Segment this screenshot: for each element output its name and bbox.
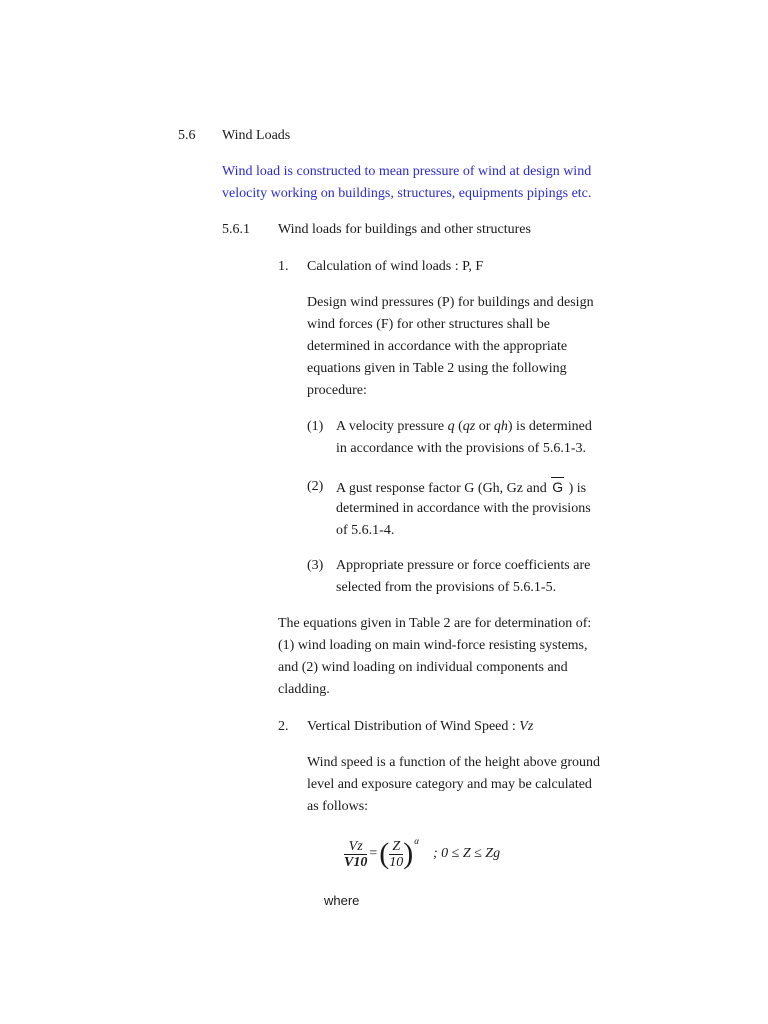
table-para-4: cladding. [278, 682, 330, 697]
step2-line-3: of 5.6.1-4. [336, 523, 395, 538]
intro-line-1: Wind load is constructed to mean pressure of wind at design wind [222, 164, 592, 179]
wind-speed-formula [344, 836, 500, 872]
formula-equals: = [369, 846, 378, 861]
step3-number: (3) [307, 558, 324, 573]
formula-rhs-numerator: Z [389, 839, 403, 855]
step3-line-2: selected from the provisions of 5.6.1-5. [336, 580, 557, 595]
formula-lhs-numerator: Vz [344, 839, 367, 855]
table-para-3: and (2) wind loading on individual components and [278, 660, 568, 675]
item1-para-3: determined in accordance with the appropriate [307, 339, 568, 354]
step2-line-2: determined in accordance with the provisions [336, 501, 591, 516]
step3-line-1: Appropriate pressure or force coefficients are [336, 558, 591, 573]
formula-left-paren: ( [379, 837, 390, 870]
step1-line-1: A velocity pressure q (qz or qh) is determined [336, 419, 592, 434]
section-title: Wind Loads [222, 128, 291, 143]
item2-title: Vertical Distribution of Wind Speed : Vz [307, 719, 534, 734]
item1-para-2: wind forces (F) for other structures shall be [307, 317, 550, 332]
item1-para-5: procedure: [307, 383, 367, 398]
item2-number: 2. [278, 719, 289, 734]
formula-rhs-denominator: 10 [389, 854, 404, 870]
item1-title: Calculation of wind loads : P, F [307, 259, 484, 274]
item1-para-4: equations given in Table 2 using the following [307, 361, 567, 376]
item2-para-3: as follows: [307, 799, 369, 814]
formula-lhs-fraction [344, 839, 367, 870]
step1-number: (1) [307, 419, 324, 434]
formula-exponent: α [414, 836, 419, 846]
subsection-title: Wind loads for buildings and other structures [278, 222, 531, 237]
where-label: where [324, 893, 360, 908]
formula-lhs-denominator: V10 [344, 854, 368, 870]
table-para-2: (1) wind loading on main wind-force resisting systems, [278, 638, 588, 653]
item2-para-2: level and exposure category and may be calculated [307, 777, 592, 792]
item2-para-1: Wind speed is a function of the height above ground [307, 755, 600, 770]
section-number: 5.6 [178, 128, 196, 143]
item1-para-1: Design wind pressures (P) for buildings and design [307, 295, 594, 310]
item1-number: 1. [278, 259, 289, 274]
step1-line-2: in accordance with the provisions of 5.6.1-3. [336, 441, 586, 456]
step2-number: (2) [307, 479, 324, 494]
formula-condition: ; 0 ≤ Z ≤ Zg [432, 846, 501, 861]
g-bar-symbol: G [550, 476, 565, 498]
step2-line-1: A gust response factor G (Gh, Gz and G ) is [336, 476, 586, 500]
intro-line-2: velocity working on buildings, structures, equipments pipings etc. [222, 186, 592, 201]
formula-rhs-fraction [389, 839, 403, 870]
formula-right-paren: ) [403, 837, 414, 870]
subsection-number: 5.6.1 [222, 222, 250, 237]
table-para-1: The equations given in Table 2 are for determination of: [278, 616, 592, 631]
